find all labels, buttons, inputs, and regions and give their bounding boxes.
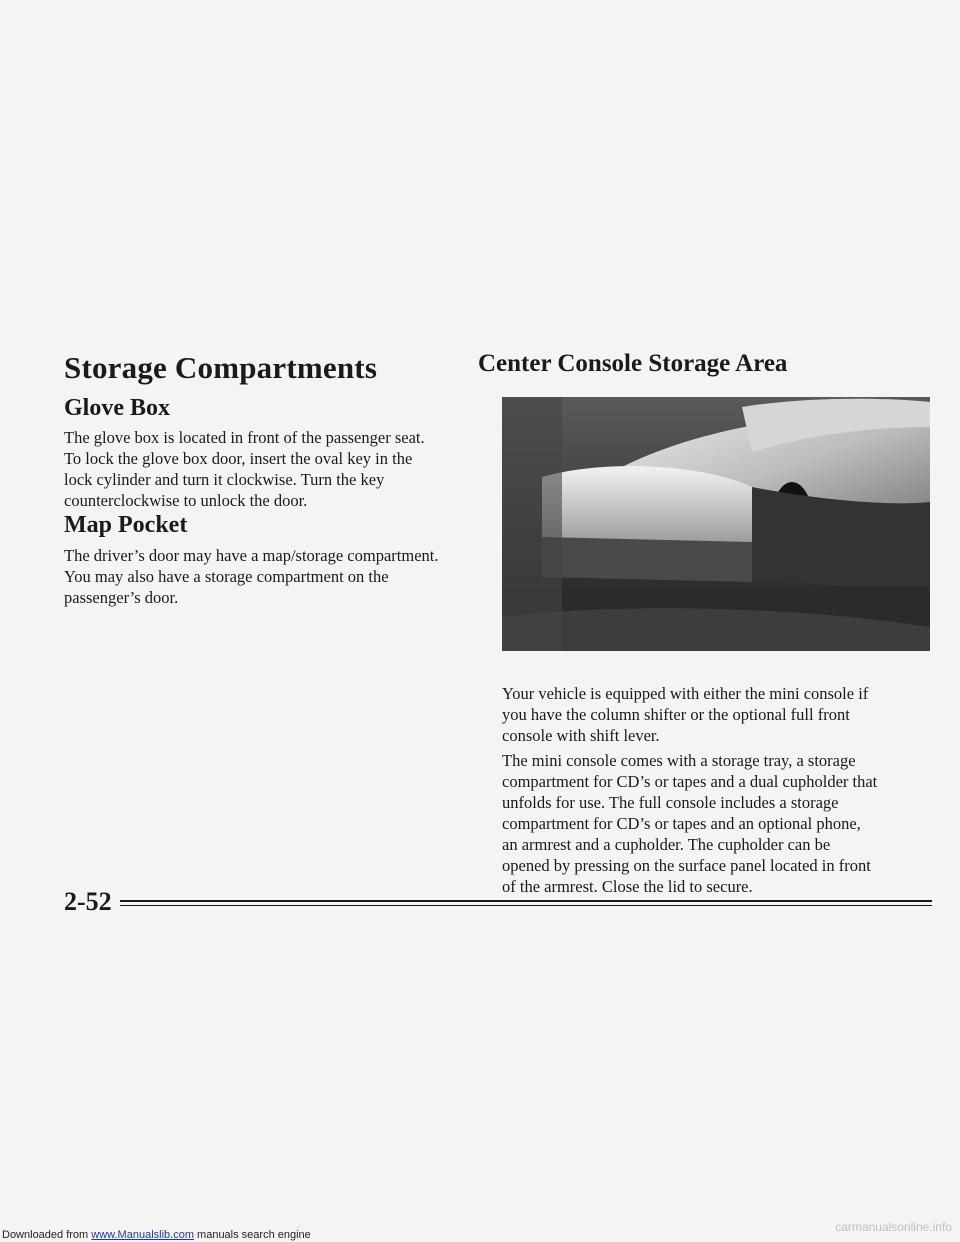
text-line: unfolds for use. The full console includes a storage: [502, 793, 839, 812]
console-intro-text: [502, 683, 868, 746]
text-line: The mini console comes with a storage tray, a storage: [502, 751, 856, 770]
text-line: lock cylinder and turn it clockwise. Turn the key: [64, 470, 385, 489]
glove-box-heading: Glove Box: [64, 395, 170, 421]
console-photo-image: [502, 397, 930, 651]
text-line: You may also have a storage compartment on the: [64, 567, 389, 586]
text-line: The driver’s door may have a map/storage compartment.: [64, 546, 439, 565]
text-line: an armrest and a cupholder. The cupholder can be: [502, 835, 831, 854]
text-line: passenger’s door.: [64, 588, 179, 607]
footer-suffix: manuals search engine: [193, 1229, 311, 1241]
map-pocket-text: [64, 545, 438, 608]
text-line: compartment for CD’s or tapes and an optional phone,: [502, 814, 861, 833]
footer-rule-top: [120, 900, 932, 902]
watermark: carmanualsonline.info: [835, 1220, 952, 1234]
text-line: counterclockwise to unlock the door.: [64, 491, 308, 510]
center-console-heading: Center Console Storage Area: [478, 350, 788, 377]
center-console-photo: [502, 397, 930, 651]
text-line: opened by pressing on the surface panel located in front: [502, 856, 871, 875]
text-line: To lock the glove box door, insert the oval key in the: [64, 449, 413, 468]
download-footer: [2, 1229, 311, 1241]
footer-rule-bottom: [120, 905, 932, 906]
console-details-text: [502, 750, 877, 897]
text-line: The glove box is located in front of the passenger seat.: [64, 428, 425, 447]
text-line: Your vehicle is equipped with either the mini console if: [502, 684, 869, 703]
text-line: of the armrest. Close the lid to secure.: [502, 877, 753, 896]
text-line: you have the column shifter or the optional full front: [502, 705, 850, 724]
section-title: Storage Compartments: [64, 350, 378, 385]
map-pocket-heading: Map Pocket: [64, 512, 188, 538]
text-line: console with shift lever.: [502, 726, 660, 745]
text-line: compartment for CD’s or tapes and a dual cupholder that: [502, 772, 878, 791]
page-number: 2-52: [64, 887, 112, 916]
footer-prefix: Downloaded from: [2, 1229, 92, 1241]
manualslib-link[interactable]: www.Manualslib.com: [91, 1229, 194, 1241]
glove-box-text: [64, 427, 425, 511]
